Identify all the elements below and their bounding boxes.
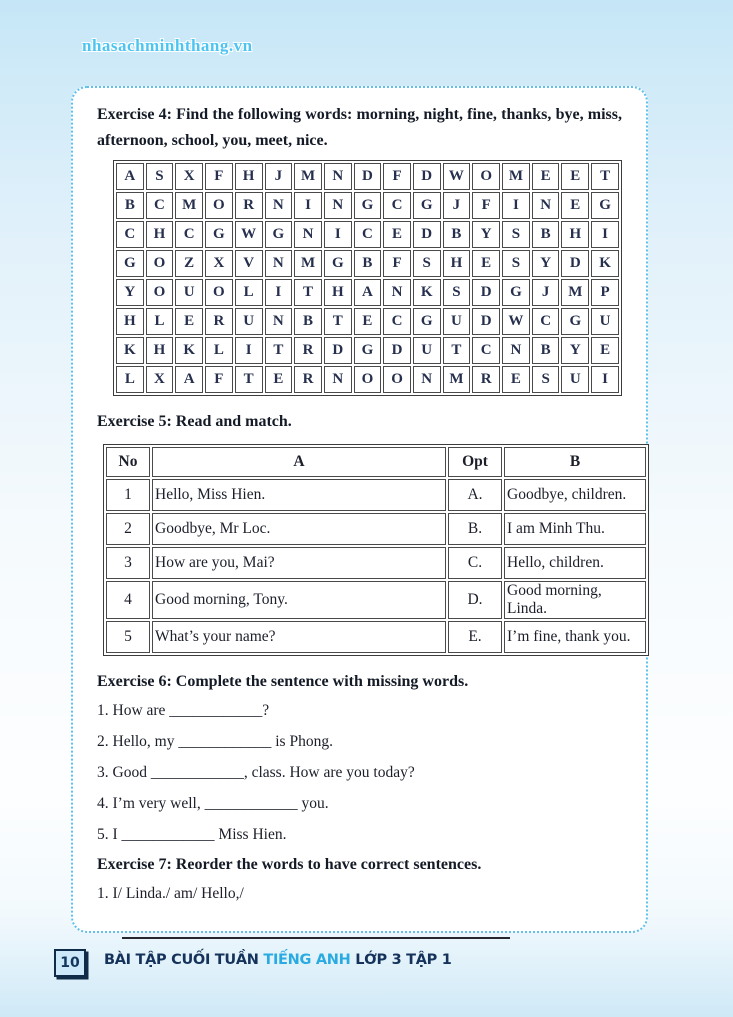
word-grid-cell: O (146, 279, 174, 306)
cell-opt: D. (448, 581, 502, 619)
word-grid-cell: Z (175, 250, 203, 277)
word-grid-cell: U (175, 279, 203, 306)
answer-blank-line (122, 937, 510, 939)
word-grid-cell: N (294, 221, 322, 248)
word-grid-cell: I (235, 337, 263, 364)
word-grid-cell: M (294, 163, 322, 190)
word-grid-cell: B (443, 221, 471, 248)
word-grid-cell: T (294, 279, 322, 306)
fill-in-sentence: 5. I ____________ Miss Hien. (97, 825, 287, 843)
word-grid-row (116, 163, 619, 190)
table-row (106, 513, 646, 545)
word-grid-cell: B (294, 308, 322, 335)
word-grid-cell: I (591, 221, 619, 248)
word-grid-cell: G (413, 308, 441, 335)
word-grid-cell: N (532, 192, 560, 219)
exercise7-item: 1. I/ Linda./ am/ Hello,/ (97, 884, 244, 902)
word-grid-cell: M (561, 279, 589, 306)
word-grid-cell: N (265, 250, 293, 277)
word-grid-cell: B (532, 337, 560, 364)
word-grid-cell: S (532, 366, 560, 393)
cell-a: Good morning, Tony. (152, 581, 446, 619)
word-grid-cell: T (443, 337, 471, 364)
word-grid-cell: R (472, 366, 500, 393)
word-grid-cell: G (354, 337, 382, 364)
word-grid-cell: D (354, 163, 382, 190)
word-grid-cell: D (413, 163, 441, 190)
word-grid-cell: T (235, 366, 263, 393)
word-grid-cell: K (591, 250, 619, 277)
word-grid-row (116, 308, 619, 335)
book-title-prefix: BÀI TẬP CUỐI TUẦN (104, 952, 264, 968)
word-grid-cell: D (324, 337, 352, 364)
word-grid-cell: W (235, 221, 263, 248)
word-grid-cell: F (383, 163, 411, 190)
word-grid-cell: L (235, 279, 263, 306)
word-grid-cell: S (146, 163, 174, 190)
word-grid-cell: W (502, 308, 530, 335)
cell-opt: A. (448, 479, 502, 511)
word-grid-cell: J (265, 163, 293, 190)
cell-no: 4 (106, 581, 150, 619)
word-grid-cell: N (324, 192, 352, 219)
word-grid-cell: H (561, 221, 589, 248)
word-grid-cell: Y (532, 250, 560, 277)
word-grid-row (116, 366, 619, 393)
word-grid-cell: C (472, 337, 500, 364)
word-grid-cell: E (472, 250, 500, 277)
word-grid-cell: G (265, 221, 293, 248)
page-number-badge: 10 (54, 949, 86, 977)
column-header-no: No (106, 447, 150, 477)
word-grid-cell: C (175, 221, 203, 248)
exercise6-items (97, 695, 622, 850)
word-grid-cell: O (205, 279, 233, 306)
exercise7-title: Exercise 7: Reorder the words to have correct sentences. (97, 855, 482, 873)
fill-in-sentence: 1. How are ____________? (97, 701, 270, 719)
word-grid-cell: X (205, 250, 233, 277)
word-grid-cell: B (354, 250, 382, 277)
word-grid-cell: M (175, 192, 203, 219)
fill-in-sentence: 4. I’m very well, ____________ you. (97, 794, 329, 812)
word-grid-cell: N (324, 366, 352, 393)
word-grid-cell: F (205, 366, 233, 393)
cell-a: Hello, Miss Hien. (152, 479, 446, 511)
cell-no: 5 (106, 621, 150, 653)
word-grid-cell: H (146, 221, 174, 248)
word-grid-cell: D (413, 221, 441, 248)
word-grid-cell: E (591, 337, 619, 364)
word-grid-cell: L (205, 337, 233, 364)
cell-b: Goodbye, children. (504, 479, 646, 511)
word-grid-cell: Y (472, 221, 500, 248)
word-grid-cell: S (502, 250, 530, 277)
word-grid-cell: B (116, 192, 144, 219)
word-grid-cell: C (116, 221, 144, 248)
word-grid-cell: O (383, 366, 411, 393)
cell-opt: E. (448, 621, 502, 653)
word-grid-cell: M (294, 250, 322, 277)
word-grid-cell: E (175, 308, 203, 335)
fill-in-sentence: 2. Hello, my ____________ is Phong. (97, 732, 333, 750)
word-grid-cell: K (116, 337, 144, 364)
page-footer (0, 946, 733, 986)
word-grid-cell: J (532, 279, 560, 306)
worksheet-card (71, 86, 648, 933)
book-title (104, 952, 452, 968)
word-grid-cell: G (324, 250, 352, 277)
word-grid-cell: O (146, 250, 174, 277)
word-grid-cell: K (413, 279, 441, 306)
word-grid-cell: G (413, 192, 441, 219)
word-grid-cell: C (383, 308, 411, 335)
word-grid-cell: S (413, 250, 441, 277)
word-grid-cell: G (591, 192, 619, 219)
word-grid-cell: E (561, 163, 589, 190)
word-grid-cell: F (205, 163, 233, 190)
word-grid-cell: P (591, 279, 619, 306)
word-grid-cell: G (354, 192, 382, 219)
word-grid-row (116, 221, 619, 248)
read-and-match-table (103, 444, 649, 656)
word-grid-cell: E (265, 366, 293, 393)
word-grid-cell: X (175, 163, 203, 190)
word-grid-cell: T (324, 308, 352, 335)
word-grid-cell: G (205, 221, 233, 248)
word-grid-row (116, 337, 619, 364)
word-grid-cell: G (561, 308, 589, 335)
word-grid-cell: U (561, 366, 589, 393)
word-grid-cell: M (443, 366, 471, 393)
word-grid-cell: M (502, 163, 530, 190)
word-grid-cell: I (294, 192, 322, 219)
word-grid-cell: U (413, 337, 441, 364)
word-grid-cell: D (472, 308, 500, 335)
exercise4-title: Exercise 4: Find the following words: morning, night, fine, thanks, bye, miss, afternoon, school, you, meet, nice. (97, 106, 622, 149)
word-grid-cell: D (561, 250, 589, 277)
table-row (106, 581, 646, 619)
word-grid-cell: O (354, 366, 382, 393)
table-row (106, 547, 646, 579)
word-grid-cell: I (591, 366, 619, 393)
word-grid-cell: H (116, 308, 144, 335)
word-grid-cell: O (205, 192, 233, 219)
word-grid-row (116, 279, 619, 306)
word-grid-cell: T (265, 337, 293, 364)
word-grid-cell: F (472, 192, 500, 219)
cell-b: Hello, children. (504, 547, 646, 579)
word-grid-cell: X (146, 366, 174, 393)
cell-b: Good morning, Linda. (504, 581, 646, 619)
word-grid-cell: K (175, 337, 203, 364)
cell-b: I am Minh Thu. (504, 513, 646, 545)
cell-no: 3 (106, 547, 150, 579)
word-grid-cell: N (413, 366, 441, 393)
cell-a: What’s your name? (152, 621, 446, 653)
exercise5-title: Exercise 5: Read and match. (97, 412, 292, 430)
word-grid-cell: U (443, 308, 471, 335)
word-grid-cell: A (175, 366, 203, 393)
word-grid-cell: I (324, 221, 352, 248)
word-grid-cell: N (265, 192, 293, 219)
word-grid-cell: G (116, 250, 144, 277)
cell-a: How are you, Mai? (152, 547, 446, 579)
word-grid-cell: I (265, 279, 293, 306)
word-grid-cell: S (502, 221, 530, 248)
word-grid-cell: D (472, 279, 500, 306)
word-grid-cell: V (235, 250, 263, 277)
cell-a: Goodbye, Mr Loc. (152, 513, 446, 545)
column-header-b: B (504, 447, 646, 477)
word-grid-cell: H (324, 279, 352, 306)
word-grid-cell: D (383, 337, 411, 364)
word-grid-cell: T (591, 163, 619, 190)
word-grid-cell: H (146, 337, 174, 364)
word-grid-cell: H (443, 250, 471, 277)
word-grid-cell: N (383, 279, 411, 306)
table-header-row (106, 447, 646, 477)
word-grid-cell: S (443, 279, 471, 306)
word-grid-cell: B (532, 221, 560, 248)
word-grid-cell: U (235, 308, 263, 335)
cell-no: 2 (106, 513, 150, 545)
word-grid-cell: E (532, 163, 560, 190)
word-grid-cell: R (235, 192, 263, 219)
table-row (106, 479, 646, 511)
cell-b: I’m fine, thank you. (504, 621, 646, 653)
cell-opt: C. (448, 547, 502, 579)
word-grid-row (116, 192, 619, 219)
cell-opt: B. (448, 513, 502, 545)
word-grid-cell: Y (116, 279, 144, 306)
word-grid-cell: L (146, 308, 174, 335)
word-grid-cell: A (116, 163, 144, 190)
word-grid-cell: L (116, 366, 144, 393)
word-grid-cell: R (294, 366, 322, 393)
word-grid-cell: O (472, 163, 500, 190)
word-grid-cell: C (146, 192, 174, 219)
word-grid-cell: H (235, 163, 263, 190)
word-grid-cell: R (205, 308, 233, 335)
word-grid-cell: N (502, 337, 530, 364)
word-grid-cell: A (354, 279, 382, 306)
book-title-suffix: LỚP 3 TẬP 1 (350, 952, 452, 968)
fill-in-sentence: 3. Good ____________, class. How are you today? (97, 763, 415, 781)
word-grid-row (116, 250, 619, 277)
word-grid-cell: E (561, 192, 589, 219)
word-grid-cell: E (502, 366, 530, 393)
word-grid-cell: C (354, 221, 382, 248)
cell-no: 1 (106, 479, 150, 511)
column-header-a: A (152, 447, 446, 477)
word-grid-cell: E (383, 221, 411, 248)
word-grid-cell: N (265, 308, 293, 335)
word-grid-cell: W (443, 163, 471, 190)
book-title-highlight: TIẾNG ANH (263, 952, 351, 968)
word-search-grid (113, 160, 622, 396)
word-grid-cell: E (354, 308, 382, 335)
word-grid-cell: J (443, 192, 471, 219)
table-row (106, 621, 646, 653)
word-grid-cell: Y (561, 337, 589, 364)
word-grid-cell: I (502, 192, 530, 219)
watermark-url: nhasachminhthang.vn (82, 36, 253, 55)
word-grid-cell: F (383, 250, 411, 277)
word-grid-cell: R (294, 337, 322, 364)
word-grid-cell: N (324, 163, 352, 190)
word-grid-cell: C (532, 308, 560, 335)
word-grid-cell: G (502, 279, 530, 306)
column-header-opt: Opt (448, 447, 502, 477)
word-grid-cell: C (383, 192, 411, 219)
exercise6-title: Exercise 6: Complete the sentence with missing words. (97, 672, 469, 690)
word-grid-cell: U (591, 308, 619, 335)
